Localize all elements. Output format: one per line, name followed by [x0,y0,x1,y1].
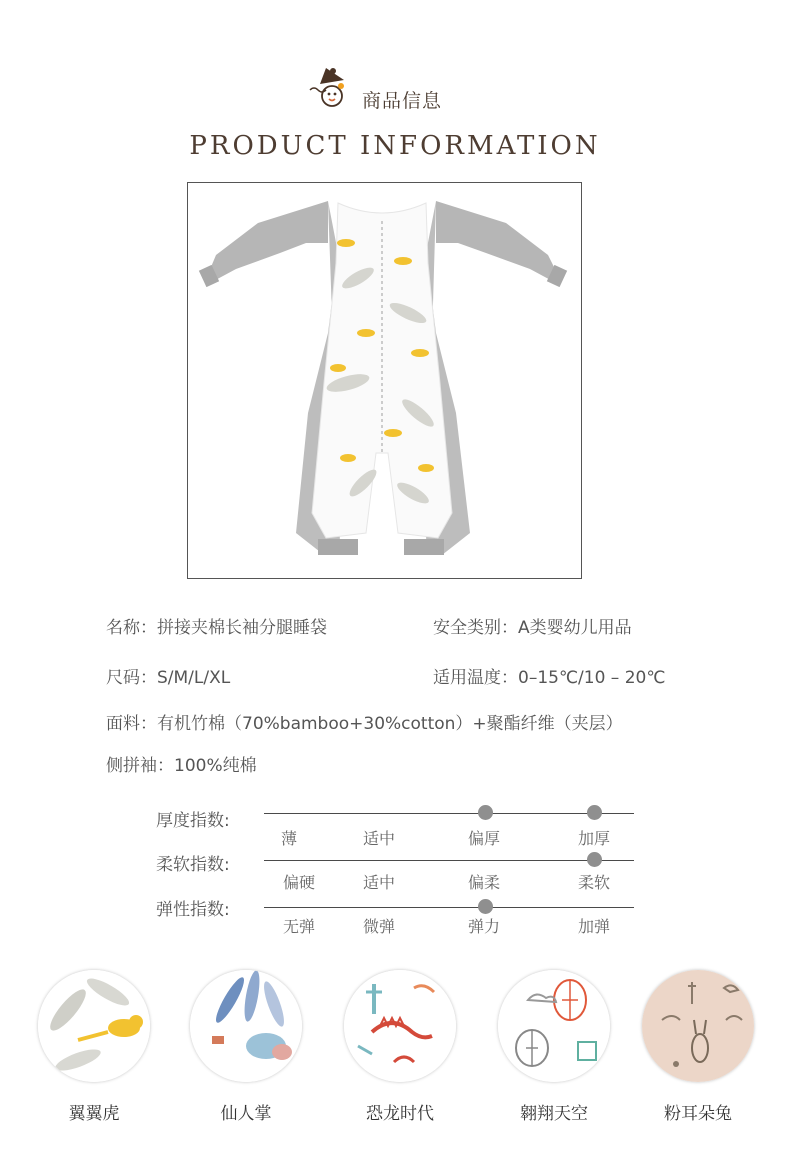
softness-scale-line [264,860,634,861]
product-image [187,182,582,579]
info-temperature: 适用温度：0–15℃/10 – 20℃ [433,668,666,688]
tiger-leaf-pattern-icon [38,970,150,1082]
hot-air-balloon-pattern-icon [498,970,610,1082]
swatch-label: 恐龙时代 [366,1104,434,1124]
scale-option: 柔软 [577,873,610,892]
elasticity-scale-label: 弹性指数: [156,900,230,920]
softness-scale-dot [587,852,602,867]
scale-option: 偏硬 [282,873,315,892]
section-title-cn: 商品信息 [362,90,443,112]
sleeping-bag-illustration [188,183,581,578]
swatch-label: 仙人掌 [220,1104,272,1124]
scale-option: 偏厚 [467,829,500,848]
info-safety: 安全类别：A类婴幼儿用品 [433,618,632,638]
thickness-scale-dot [478,805,493,820]
info-side: 侧拼袖：100%纯棉 [106,756,257,776]
elasticity-scale-line [264,907,634,908]
brand-logo-icon [304,62,354,112]
bunny-pattern-icon [642,970,754,1082]
info-name: 名称：拼接夹棉长袖分腿睡袋 [106,618,327,638]
info-fabric: 面料：有机竹棉（70%bamboo+30%cotton）+聚酯纤维（夹层） [106,714,623,734]
scale-option: 微弹 [362,917,395,936]
scale-option: 无弹 [282,917,315,936]
swatch-label: 翼翼虎 [68,1104,120,1124]
thickness-scale-dot [587,805,602,820]
scale-option: 适中 [362,873,395,892]
dinosaur-pattern-icon [344,970,456,1082]
info-size: 尺码：S/M/L/XL [106,668,231,688]
thickness-scale-line [264,813,634,814]
cactus-elephant-pattern-icon [190,970,302,1082]
elasticity-scale-dot [478,899,493,914]
scale-option: 加厚 [577,829,610,848]
softness-scale-label: 柔软指数: [156,855,230,875]
scale-option: 偏柔 [467,873,500,892]
swatch-label: 翱翔天空 [520,1104,588,1124]
swatch-label: 粉耳朵兔 [664,1104,732,1124]
thickness-scale-label: 厚度指数: [156,811,230,831]
section-title-en: PRODUCT INFORMATION [189,131,601,161]
scale-option: 适中 [362,829,395,848]
scale-option: 弹力 [467,917,500,936]
scale-option: 薄 [280,829,297,848]
scale-option: 加弹 [577,917,610,936]
